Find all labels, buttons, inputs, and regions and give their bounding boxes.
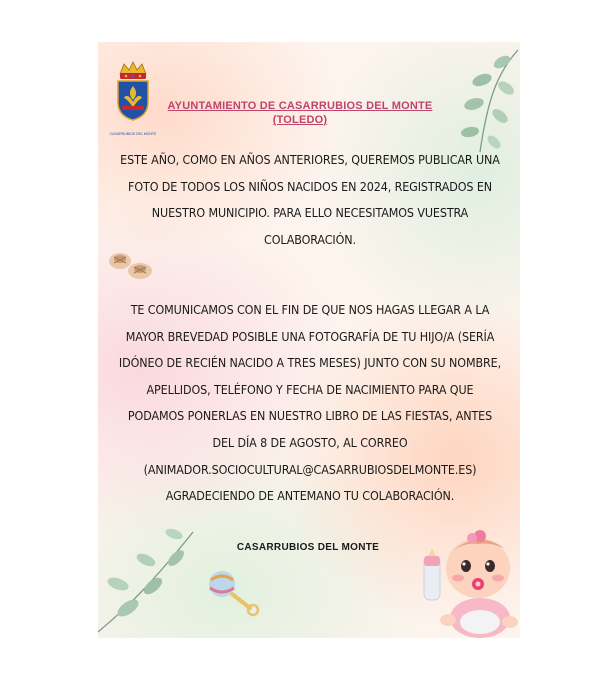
- text-line: ESTE AÑO, COMO EN AÑOS ANTERIORES, QUEREMOS PUBLICAR UNA: [120, 152, 500, 167]
- title-line-2: (TOLEDO): [272, 114, 328, 126]
- rattle-icon: [206, 568, 266, 618]
- signature: CASARRUBIOS DEL MONTE: [236, 542, 380, 553]
- text-line: PODAMOS PONERLAS EN NUESTRO LIBRO DE LAS FIESTAS, ANTES: [127, 408, 493, 424]
- text-line: DEL DÍA 8 DE AGOSTO, AL CORREO: [212, 434, 408, 450]
- page-title: [160, 99, 440, 127]
- intro-paragraph: [112, 147, 508, 253]
- eucalyptus-branch-icon: [98, 512, 218, 638]
- text-line: APELLIDOS, TELÉFONO Y FECHA DE NACIMIENTO PARA QUE: [146, 381, 474, 397]
- text-line: TE COMUNICAMOS CON EL FIN DE QUE NOS HAGAS LLEGAR A LA: [130, 302, 490, 317]
- email-address: (ANIMADOR.SOCIOCULTURAL@CASARRUBIOSDELMONTE.ES): [143, 461, 477, 477]
- text-line: NUESTRO MUNICIPIO. PARA ELLO NECESITAMOS VUESTRA: [151, 205, 469, 221]
- request-paragraph: [112, 297, 508, 510]
- baby-with-bottle-icon: [420, 522, 520, 638]
- poster: [98, 42, 520, 638]
- text-line: COLABORACIÓN.: [264, 231, 356, 247]
- title-line-1: AYUNTAMIENTO DE CASARRUBIOS DEL MONTE: [167, 100, 433, 112]
- coat-of-arms-icon: [112, 60, 154, 132]
- text-line: MAYOR BREVEDAD POSIBLE UNA FOTOGRAFÍA DE TU HIJO/A (SERÍA: [125, 328, 495, 344]
- text-line: IDÓNEO DE RECIÉN NACIDO A TRES MESES) JUNTO CON SU NOMBRE,: [118, 355, 502, 371]
- text-line: AGRADECIENDO DE ANTEMANO TU COLABORACIÓN.: [165, 488, 455, 504]
- crest-caption: CASARRUBIOS DEL MONTE: [109, 132, 157, 136]
- text-line: FOTO DE TODOS LOS NIÑOS NACIDOS EN 2024, REGISTRADOS EN: [128, 178, 492, 194]
